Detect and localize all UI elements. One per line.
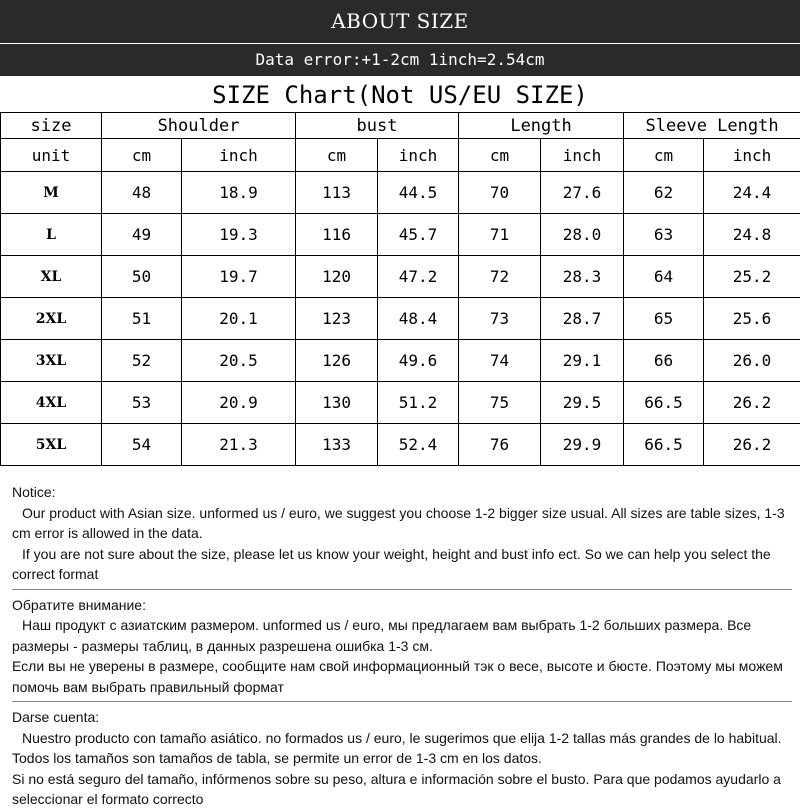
length-header: Length [459, 113, 624, 139]
measurement-cell: 29.1 [541, 340, 624, 382]
measurement-cell: 71 [459, 214, 541, 256]
measurement-cell: 29.5 [541, 382, 624, 424]
measurement-cell: 28.0 [541, 214, 624, 256]
unit-header: cm [296, 139, 378, 172]
size-notes [12, 482, 792, 810]
measurement-cell: 29.9 [541, 424, 624, 466]
measurement-cell: 66 [624, 340, 704, 382]
shoulder-header: Shoulder [102, 113, 296, 139]
table-row [1, 340, 800, 382]
about-size-header: ABOUT SIZE [0, 0, 800, 43]
table-row [1, 172, 800, 214]
measurement-cell: 26.0 [704, 340, 800, 382]
measurement-cell: 24.8 [704, 214, 800, 256]
section-divider [12, 701, 792, 702]
unit-header: cm [102, 139, 182, 172]
header-row-measurements [1, 113, 800, 139]
notice-paragraph-en-2: If you are not sure about the size, please let us know your weight, height and bust info ect. So we can help you select the correct format [12, 544, 792, 585]
notice-paragraph-es-2: Si no está seguro del tamaño, infórmenos sobre su peso, altura e información sobre el busto. Para que podamos ayudarlo a seleccionar el formato correcto [12, 769, 792, 810]
measurement-cell: 48 [102, 172, 182, 214]
measurement-cell: 19.3 [182, 214, 296, 256]
measurement-cell: 50 [102, 256, 182, 298]
sleeve-length-header: Sleeve Length [624, 113, 800, 139]
measurement-cell: 45.7 [378, 214, 459, 256]
size-label-cell: 5XL [1, 424, 102, 466]
measurement-cell: 123 [296, 298, 378, 340]
notice-heading-es: Darse cuenta: [12, 707, 792, 728]
unit-column-header: unit [1, 139, 102, 172]
measurement-cell: 126 [296, 340, 378, 382]
measurement-cell: 52.4 [378, 424, 459, 466]
table-row [1, 298, 800, 340]
size-rows [1, 172, 800, 466]
section-divider [12, 589, 792, 590]
measurement-cell: 44.5 [378, 172, 459, 214]
measurement-cell: 62 [624, 172, 704, 214]
measurement-cell: 28.3 [541, 256, 624, 298]
unit-header: inch [704, 139, 800, 172]
measurement-cell: 20.1 [182, 298, 296, 340]
measurement-cell: 49.6 [378, 340, 459, 382]
measurement-cell: 116 [296, 214, 378, 256]
measurement-cell: 70 [459, 172, 541, 214]
data-error-subheader: Data error:+1-2cm 1inch=2.54cm [0, 44, 800, 76]
bust-header: bust [296, 113, 459, 139]
measurement-cell: 73 [459, 298, 541, 340]
measurement-cell: 133 [296, 424, 378, 466]
table-row [1, 382, 800, 424]
measurement-cell: 51 [102, 298, 182, 340]
unit-header: cm [459, 139, 541, 172]
measurement-cell: 20.9 [182, 382, 296, 424]
notice-heading-en: Notice: [12, 482, 792, 503]
notice-heading-ru: Обратите внимание: [12, 595, 792, 616]
measurement-cell: 65 [624, 298, 704, 340]
measurement-cell: 28.7 [541, 298, 624, 340]
size-label-cell: L [1, 214, 102, 256]
measurement-cell: 76 [459, 424, 541, 466]
measurement-cell: 47.2 [378, 256, 459, 298]
notice-paragraph-es-1: Nuestro producto con tamaño asiático. no formados us / euro, le sugerimos que elija 1-2 tallas más grandes de lo habitual. Todos los tamaños son tamaños de tabla, se permite un error de 1-3 cm en los datos. [12, 728, 792, 769]
size-chart-title: SIZE Chart(Not US/EU SIZE) [0, 78, 800, 112]
measurement-cell: 52 [102, 340, 182, 382]
notice-paragraph-ru-2: Если вы не уверены в размере, сообщите нам свой информационный тэк о весе, высоте и бюсте. Поэтому мы можем помочь вам выбрать правильный формат [12, 656, 792, 697]
measurement-cell: 74 [459, 340, 541, 382]
notice-paragraph-en-1: Our product with Asian size. unformed us / euro, we suggest you choose 1-2 bigger size usual. All sizes are table sizes, 1-3 cm error is allowed in the data. [12, 503, 792, 544]
size-label-cell: 4XL [1, 382, 102, 424]
measurement-cell: 63 [624, 214, 704, 256]
measurement-cell: 25.2 [704, 256, 800, 298]
size-label-cell: M [1, 172, 102, 214]
size-label-cell: 3XL [1, 340, 102, 382]
measurement-cell: 72 [459, 256, 541, 298]
measurement-cell: 54 [102, 424, 182, 466]
measurement-cell: 130 [296, 382, 378, 424]
table-row [1, 214, 800, 256]
measurement-cell: 64 [624, 256, 704, 298]
measurement-cell: 26.2 [704, 382, 800, 424]
measurement-cell: 24.4 [704, 172, 800, 214]
measurement-cell: 18.9 [182, 172, 296, 214]
measurement-cell: 51.2 [378, 382, 459, 424]
measurement-cell: 75 [459, 382, 541, 424]
measurement-cell: 19.7 [182, 256, 296, 298]
measurement-cell: 66.5 [624, 424, 704, 466]
unit-header: cm [624, 139, 704, 172]
measurement-cell: 113 [296, 172, 378, 214]
unit-header: inch [182, 139, 296, 172]
measurement-cell: 21.3 [182, 424, 296, 466]
size-column-header: size [1, 113, 102, 139]
measurement-cell: 27.6 [541, 172, 624, 214]
size-label-cell: 2XL [1, 298, 102, 340]
measurement-cell: 49 [102, 214, 182, 256]
notice-paragraph-ru-1: Наш продукт с азиатским размером. unformed us / euro, мы предлагаем вам выбрать 1-2 больших размера. Все размеры - размеры таблиц, в данных разрешена ошибка 1-3 см. [12, 615, 792, 656]
size-label-cell: XL [1, 256, 102, 298]
measurement-cell: 48.4 [378, 298, 459, 340]
header-row-units [1, 139, 800, 172]
table-row [1, 424, 800, 466]
unit-header: inch [541, 139, 624, 172]
measurement-cell: 53 [102, 382, 182, 424]
measurement-cell: 66.5 [624, 382, 704, 424]
measurement-cell: 120 [296, 256, 378, 298]
measurement-cell: 26.2 [704, 424, 800, 466]
measurement-cell: 25.6 [704, 298, 800, 340]
size-chart-table [0, 112, 800, 466]
table-row [1, 256, 800, 298]
unit-header: inch [378, 139, 459, 172]
measurement-cell: 20.5 [182, 340, 296, 382]
